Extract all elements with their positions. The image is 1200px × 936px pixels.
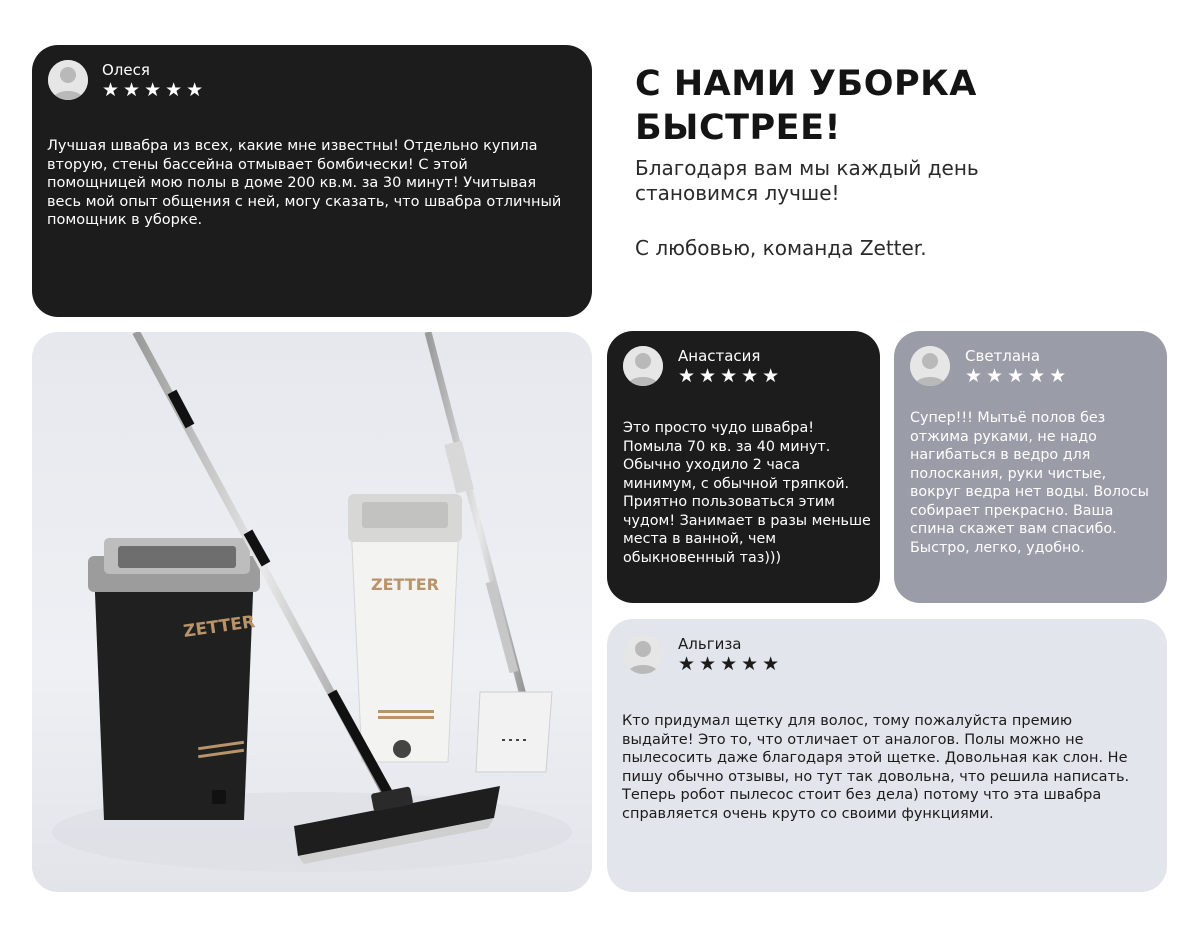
review-text: Супер!!! Мытьё полов без отжима руками, не надо нагибаться в ведро для полоскания, руки чистые, вокруг ведра нет воды. Волосы собирает прекрасно. Ваша спина скажет вам спасибо. Быстро, легко, удобно. <box>910 410 1149 556</box>
reviewer-name: Светлана <box>965 347 1041 365</box>
rating-stars: ★★★★★ <box>678 653 784 675</box>
rating-stars: ★★★★★ <box>102 79 208 101</box>
review-card-algiza <box>607 619 1167 892</box>
product-photo <box>32 332 592 892</box>
white-bucket-logo: ZETTER <box>371 575 439 594</box>
promo-title <box>635 62 977 150</box>
black-bucket-logo: ZETTER <box>182 612 257 642</box>
avatar-icon <box>623 346 663 386</box>
mop-bucket-illustration <box>32 332 592 892</box>
avatar-icon <box>910 346 950 386</box>
promo-subtitle-line2: становимся лучше! <box>635 181 840 205</box>
review-text: Это просто чудо швабра! Помыла 70 кв. за 40 минут. Обычно уходило 2 часа минимум, с обычной тряпкой. Приятно пользоваться этим чудом! Занимает в разы меньше места в ванной, чем обыкновенный таз))) <box>623 420 871 566</box>
avatar-icon <box>48 60 88 100</box>
promo-title-line1: С НАМИ УБОРКА <box>635 64 977 104</box>
reviewer-name: Олеся <box>102 61 150 79</box>
rating-stars: ★★★★★ <box>965 365 1071 387</box>
reviewer-name: Альгиза <box>678 635 742 653</box>
promo-signature: С любовью, команда Zetter. <box>635 236 927 260</box>
review-card-olesya <box>32 45 592 317</box>
promo-subtitle <box>635 156 979 206</box>
review-text: Кто придумал щетку для волос, тому пожалуйста премию выдайте! Это то, что отличает от аналогов. Полы можно не пылесосить даже благодаря этой щетке. Довольная как слон. Не пишу обычно отзывы, но тут так довольна, что решила написать. Теперь робот пылесос стоит без дела) потому что эта швабра справляется очень круто со своими функциями. <box>622 713 1130 822</box>
avatar-icon <box>623 634 663 674</box>
review-card-anastasia <box>607 331 880 603</box>
rating-stars: ★★★★★ <box>678 365 784 387</box>
promo-subtitle-line1: Благодаря вам мы каждый день <box>635 156 979 180</box>
promo-title-line2: БЫСТРЕЕ! <box>635 108 841 148</box>
review-text: Лучшая швабра из всех, какие мне известны! Отдельно купила вторую, стены бассейна отмывает бомбически! С этой помощницей мою полы в доме 200 кв.м. за 30 минут! Учитывая весь мой опыт общения с ней, могу сказать, что швабра отличный помощник в уборке. <box>47 138 562 228</box>
reviewer-name: Анастасия <box>678 347 761 365</box>
review-card-svetlana <box>894 331 1167 603</box>
